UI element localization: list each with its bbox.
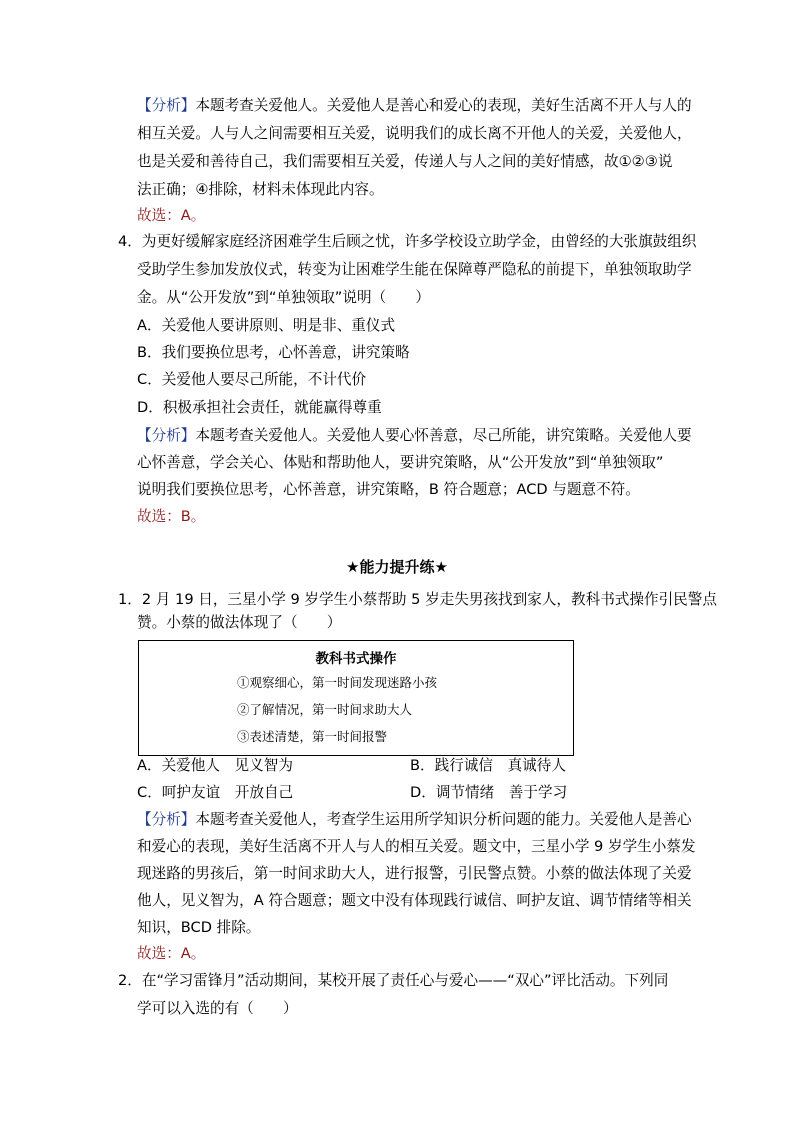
p1-option-c: C．呵护友谊 开放自己 — [137, 784, 294, 801]
analysis-label: 【分析】 — [137, 427, 196, 444]
p1-analysis-line-5: 知识，BCD 排除。 — [137, 919, 261, 936]
q3-analysis-line-1: 【分析】本题考查关爱他人。关爱他人是善心和爱心的表现，美好生活离不开人与人的 — [137, 97, 692, 114]
q3-analysis-line-2: 相互关爱。人与人之间需要相互关爱，说明我们的成长离不开他人的关爱，关爱他人， — [137, 125, 692, 142]
p1-option-d: D．调节情绪 善于学习 — [410, 784, 568, 801]
textbook-operation-box — [138, 640, 574, 756]
p1-option-a: A．关爱他人 见义智为 — [137, 757, 293, 774]
box-item-1: ①观察细心，第一时间发现迷路小孩 — [237, 675, 438, 690]
p2-stem-line-1: 2．在“学习雷锋月”活动期间，某校开展了责任心与爱心——“双心”评比活动。下列同 — [118, 972, 669, 989]
box-item-2: ②了解情况，第一时间求助大人 — [237, 702, 413, 717]
q4-answer: 故选：B。 — [137, 508, 206, 525]
p1-analysis-line-4: 他人，见义智为，A 符合题意；题文中没有体现践行诚信、呵护友谊、调节情绪等相关 — [137, 892, 692, 909]
q3-analysis-line-3: 也是关爱和善待自己，我们需要相互关爱，传递人与人之间的美好情感，故①②③说 — [137, 153, 673, 170]
p1-analysis-line-1: 【分析】本题考查关爱他人，考查学生运用所学知识分析问题的能力。关爱他人是善心 — [137, 811, 692, 828]
q3-analysis-line-4: 法正确；④排除，材料未体现此内容。 — [137, 181, 384, 198]
p2-stem-line-2: 学可以入选的有（ ） — [137, 1000, 298, 1017]
q4-analysis-line-2: 心怀善意，学会关心、体贴和帮助他人，要讲究策略，从“公开发放”到“单独领取” — [137, 454, 664, 471]
q4-analysis-line-3: 说明我们要换位思考，心怀善意，讲究策略，B 符合题意；ACD 与题意不符。 — [137, 481, 640, 498]
q4-stem-line-3: 金。从“公开发放”到“单独领取”说明（ ） — [137, 289, 430, 306]
q3-answer: 故选：A。 — [137, 207, 206, 224]
box-item-3: ③表述清楚，第一时间报警 — [237, 729, 388, 744]
analysis-label: 【分析】 — [137, 811, 196, 828]
p1-analysis-line-3: 现迷路的男孩后，第一时间求助大人，进行报警，引民警点赞。小蔡的做法体现了关爱 — [137, 865, 692, 882]
p1-analysis-line-2: 和爱心的表现，美好生活离不开人与人的相互关爱。题文中，三星小学 9 岁学生小蔡发 — [137, 838, 696, 855]
q4-analysis-line-1: 【分析】本题考查关爱他人。关爱他人要心怀善意，尽己所能，讲究策略。关爱他人要 — [137, 427, 692, 444]
section-title: ★能力提升练★ — [346, 558, 448, 576]
box-title: 教科书式操作 — [315, 651, 397, 667]
q4-option-a: A．关爱他人要讲原则、明是非、重仪式 — [137, 317, 396, 334]
q4-stem-line-2: 受助学生参加发放仪式，转变为让困难学生能在保障尊严隐私的前提下，单独领取助学 — [137, 261, 692, 278]
q4-stem-line-1: 4．为更好缓解家庭经济困难学生后顾之忧，许多学校设立助学金，由曾经的大张旗鼓组织 — [118, 233, 697, 250]
p1-option-b: B．践行诚信 真诚待人 — [410, 757, 566, 774]
q4-option-c: C．关爱他人要尽己所能，不计代价 — [137, 371, 367, 388]
q4-option-d: D．积极承担社会责任，就能赢得尊重 — [137, 399, 382, 416]
p1-stem-line-1: 1．2 月 19 日，三星小学 9 岁学生小蔡帮助 5 岁走失男孩找到家人，教科书式操作引民警点 — [118, 591, 717, 608]
p1-answer: 故选：A。 — [137, 945, 206, 962]
q4-option-b: B．我们要换位思考，心怀善意，讲究策略 — [137, 344, 410, 361]
p1-stem-line-2: 赞。小蔡的做法体现了（ ） — [137, 614, 342, 631]
analysis-label: 【分析】 — [137, 97, 196, 114]
